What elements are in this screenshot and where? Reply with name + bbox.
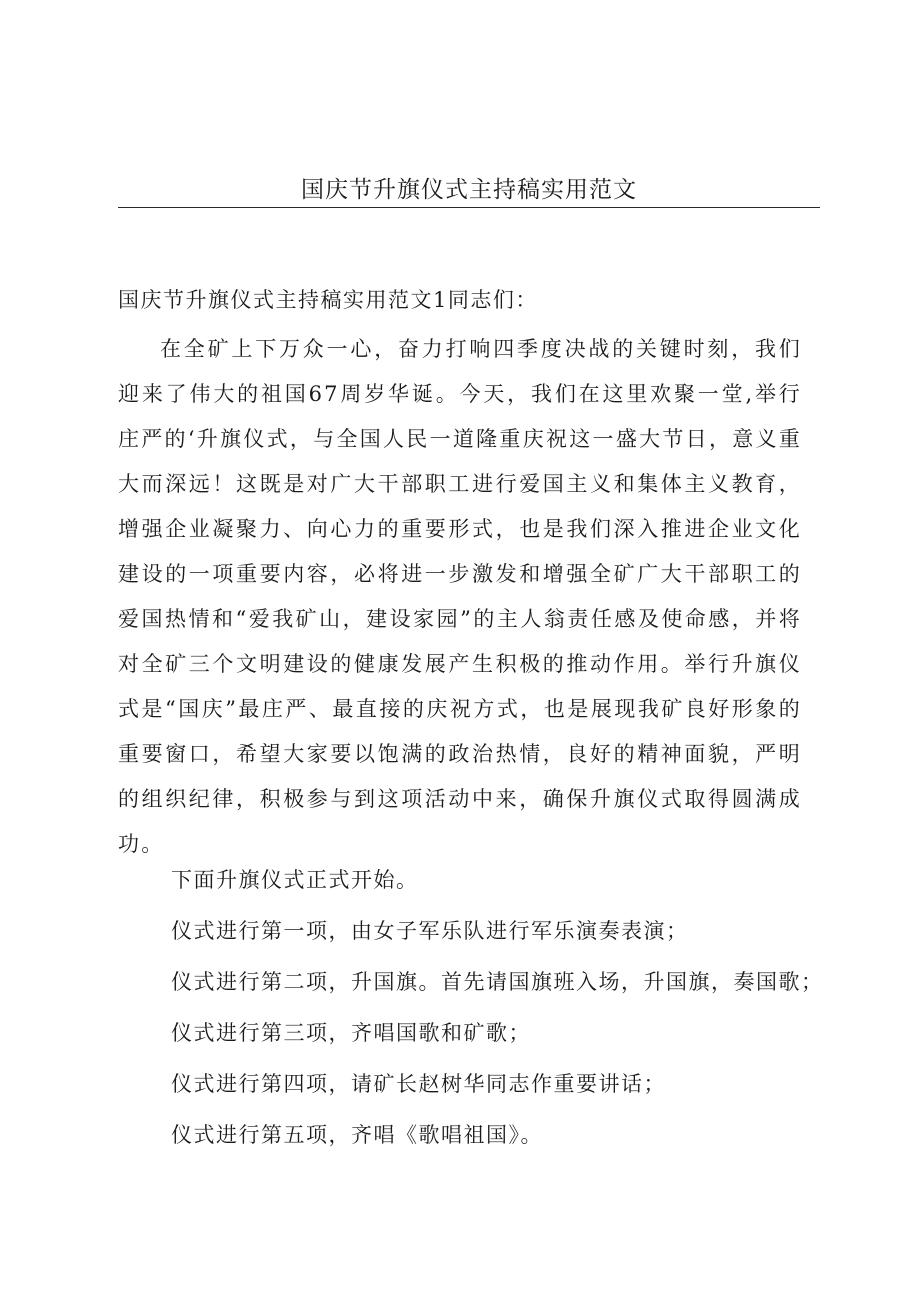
ceremony-item-2: 仪式进行第二项，升国旗。首先请国旗班入场，升国旗，奏国歌； <box>171 970 824 994</box>
ceremony-item-1: 仪式进行第一项，由女子军乐队进行军乐演奏表演； <box>171 919 689 943</box>
ceremony-item-3: 仪式进行第三项，齐唱国歌和矿歌； <box>171 1021 531 1045</box>
intro-line: 国庆节升旗仪式主持稿实用范文1同志们： <box>118 288 538 312</box>
ceremony-start-line: 下面升旗仪式正式开始。 <box>171 868 419 892</box>
page-title: 国庆节升旗仪式主持稿实用范文 <box>301 177 637 203</box>
ceremony-item-4: 仪式进行第四项，请矿长赵树华同志作重要讲话； <box>171 1072 666 1096</box>
opening-paragraph: 在全矿上下万众一心，奋力打响四季度决战的关键时刻，我们迎来了伟大的祖国67周岁华诞。今天，我们在这里欢聚一堂,举行庄严的‘升旗仪式，与全国人民一道隆重庆祝这一盛大节日，意义重大而深远！这既是对广大干部职工进行爱国主义和集体主义教育，增强企业凝聚力、向心力的重要形式，也是我们深入推进企业文化建设的一项重要内容，必将进一步激发和增强全矿广大干部职工的爱国热情和“爱我矿山，建设家园”的主人翁责任感及使命感，并将对全矿三个文明建设的健康发展产生积极的推动作用。举行升旗仪式是“国庆”最庄严、最直接的庆祝方式，也是展现我矿良好形象的重要窗口，希望大家要以饱满的政治热情，良好的精神面貌，严明的组织纪律，积极参与到这项活动中来，确保升旗仪式取得圆满成功。 <box>118 337 802 856</box>
title-underline <box>118 207 820 208</box>
ceremony-items <box>171 855 911 1161</box>
ceremony-item-5: 仪式进行第五项，齐唱《歌唱祖国》。 <box>171 1123 543 1147</box>
